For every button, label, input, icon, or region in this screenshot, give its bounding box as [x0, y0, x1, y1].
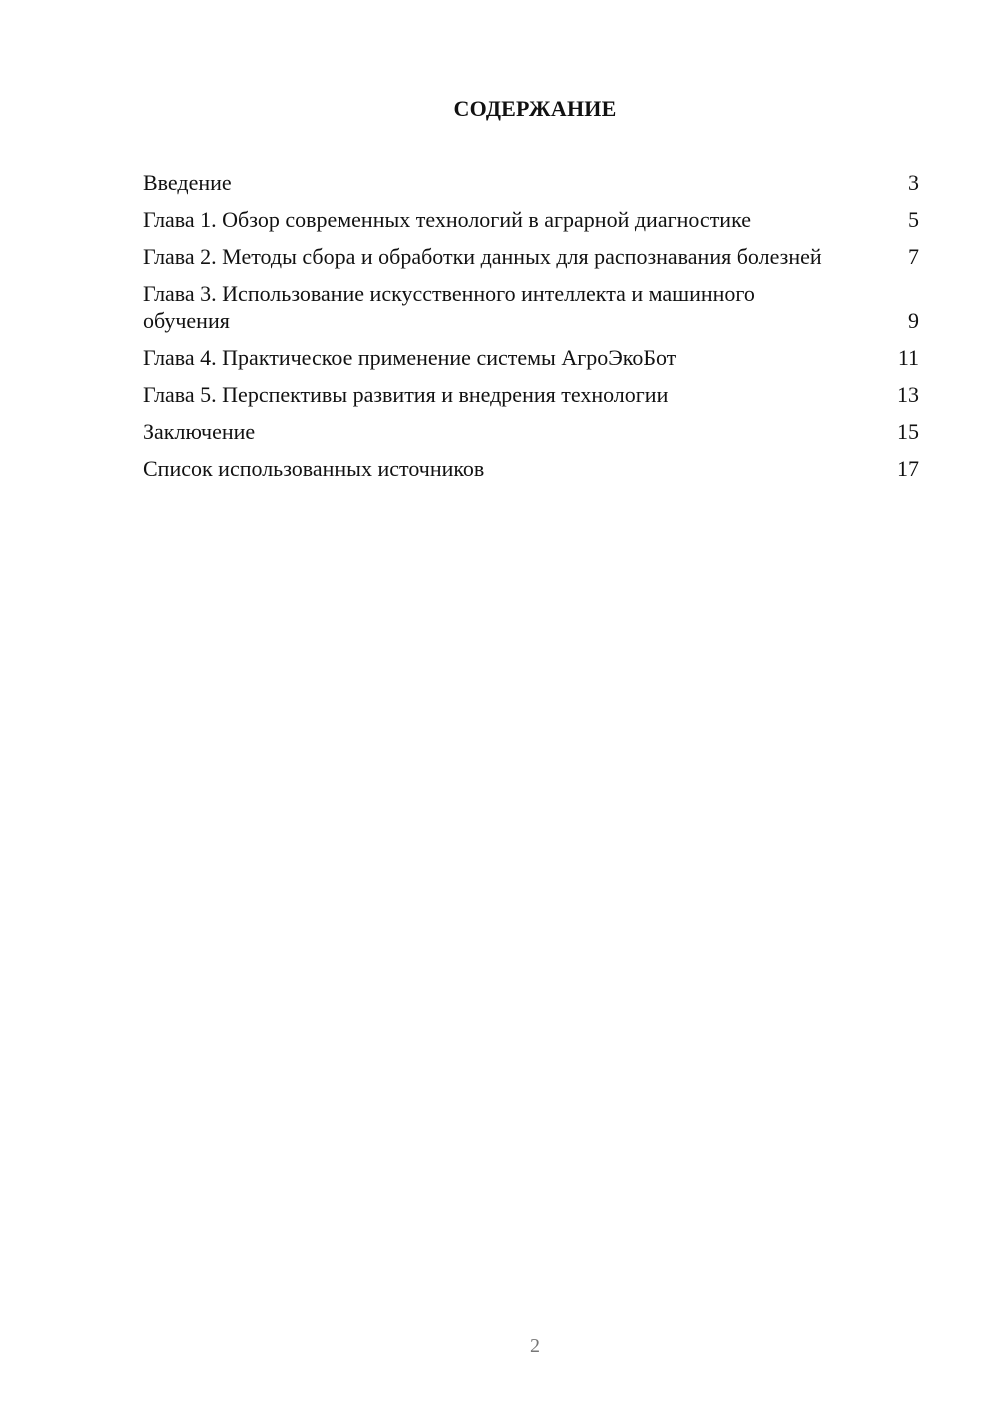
toc-entry-chapter-5[interactable]: [143, 381, 919, 408]
toc-entry-text: Введение: [143, 170, 232, 195]
page-title: СОДЕРЖАНИЕ: [453, 96, 617, 121]
toc-entry-text: Список использованных источников: [143, 456, 485, 481]
toc-entry-chapter-4[interactable]: [143, 344, 919, 371]
toc-entry-chapter-1[interactable]: [143, 206, 919, 233]
table-of-contents: [143, 169, 919, 492]
toc-entry-references[interactable]: [143, 455, 919, 482]
toc-entry-text: Глава 4. Практическое применение системы АгроЭкоБот: [143, 345, 677, 370]
toc-entry-text: Глава 2. Методы сбора и обработки данных для распознавания болезней: [143, 244, 822, 269]
toc-entry-page: 7: [908, 244, 919, 269]
toc-entry-text: Глава 1. Обзор современных технологий в аграрной диагностике: [143, 207, 751, 232]
toc-entry-page: 15: [897, 419, 919, 444]
toc-entry-text: Глава 5. Перспективы развития и внедрения технологии: [143, 382, 669, 407]
toc-entry-page: 17: [897, 456, 919, 481]
toc-entry-page: 11: [897, 345, 919, 370]
toc-entry-text: Заключение: [143, 419, 256, 444]
toc-entry-page: 5: [908, 207, 919, 232]
toc-entry-page: 13: [897, 382, 919, 407]
toc-entry-text: Глава 3. Использование искусственного интеллекта и машинного обучения: [143, 281, 755, 333]
toc-entry-introduction[interactable]: [143, 169, 919, 196]
toc-entry-chapter-3[interactable]: [143, 280, 919, 334]
toc-entry-page: 3: [908, 170, 919, 195]
page-number: 2: [530, 1335, 540, 1357]
toc-entry-page: 9: [908, 308, 919, 333]
toc-entry-conclusion[interactable]: [143, 418, 919, 445]
toc-entry-chapter-2[interactable]: [143, 243, 919, 270]
